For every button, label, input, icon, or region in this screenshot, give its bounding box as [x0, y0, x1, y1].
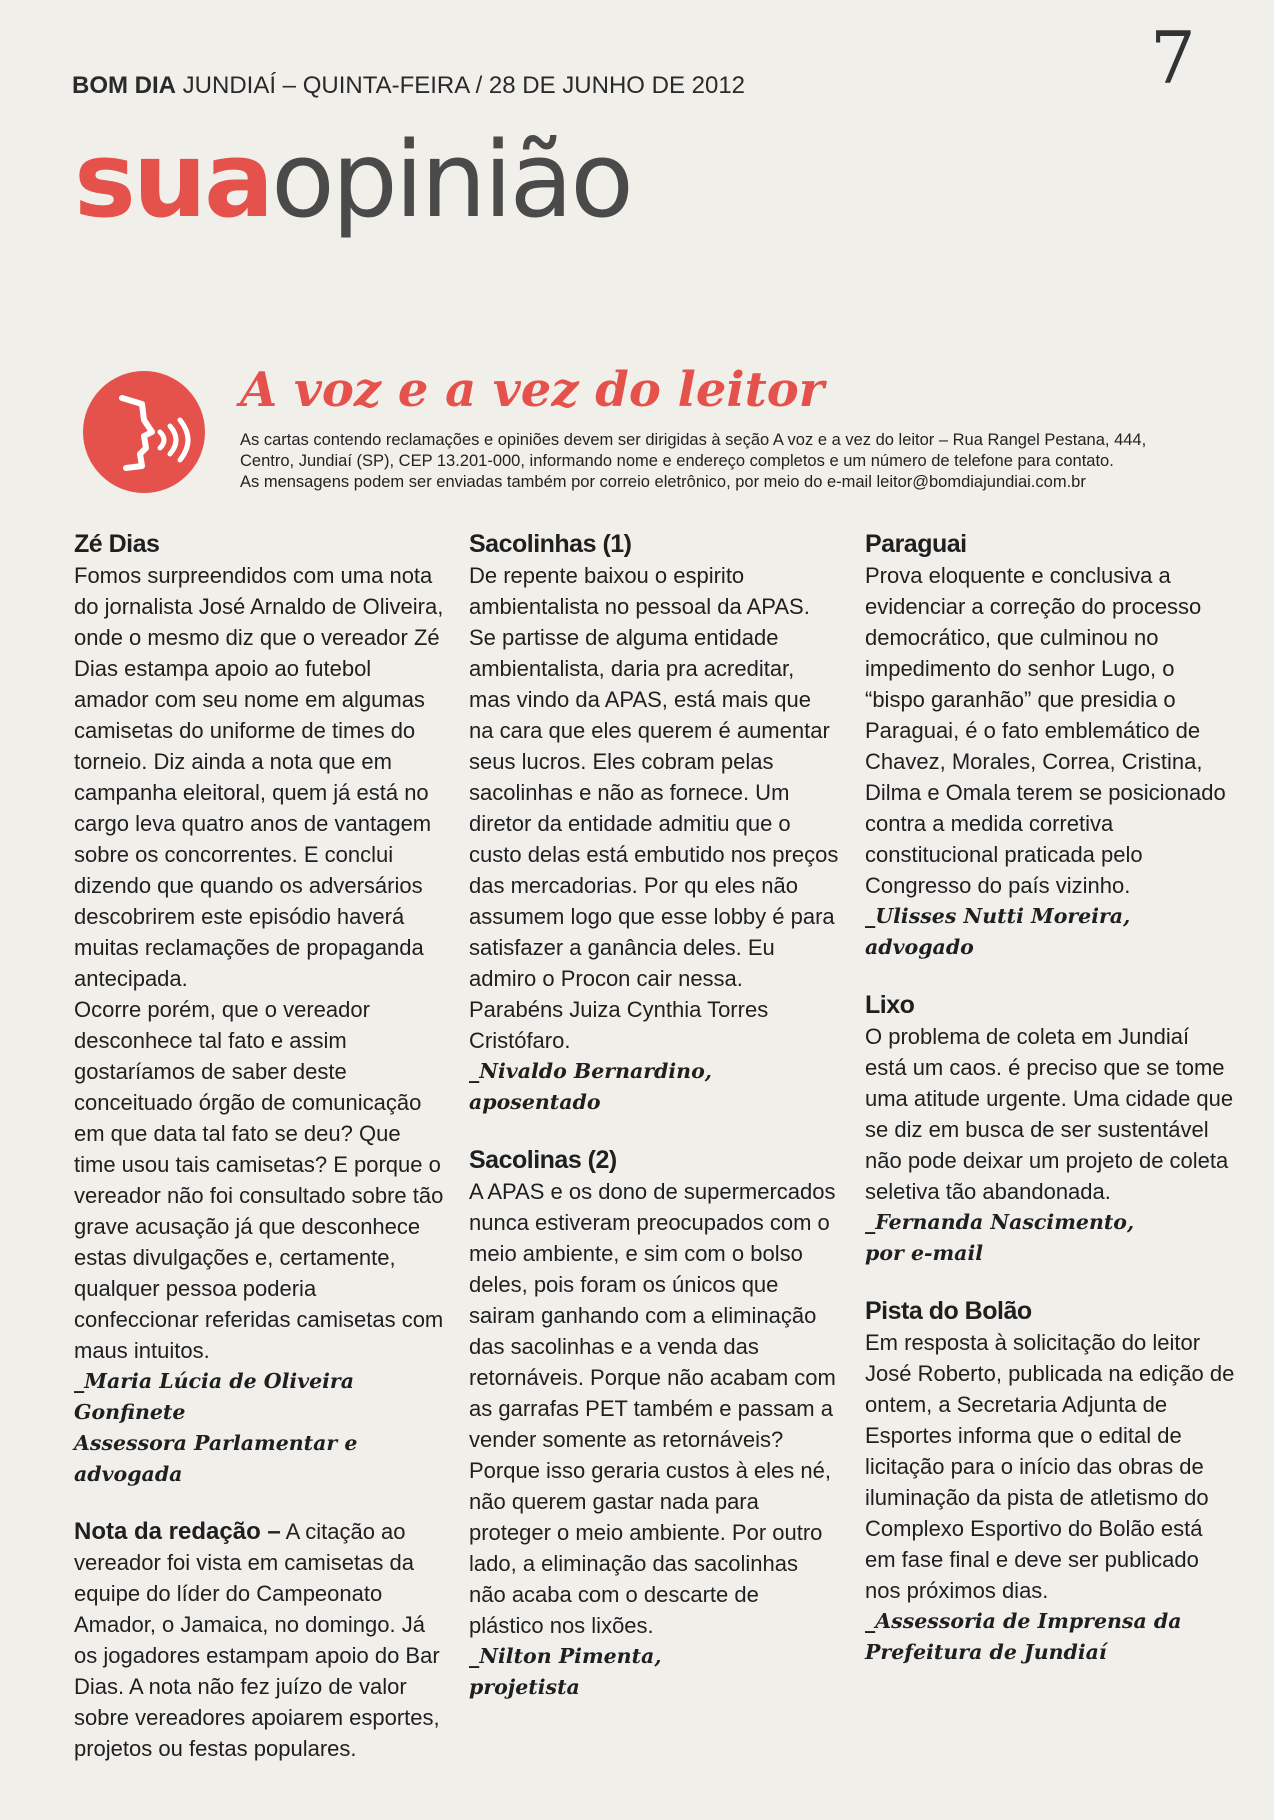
spacer	[469, 1118, 839, 1144]
masthead-date: JUNDIAÍ – QUINTA-FEIRA / 28 DE JUNHO DE 2012	[176, 72, 746, 99]
voice-info-line: Centro, Jundiaí (SP), CEP 13.201-000, informando nome e endereço completos e um número de telefone para contato.	[240, 452, 1114, 470]
voice-info-line: As cartas contendo reclamações e opiniões devem ser dirigidas à seção A voz e a vez do leitor – Rua Rangel Pestana, 444,	[240, 431, 1147, 449]
letter-body: Ocorre porém, que o vereador desconhece tal fato e assim gostaríamos de saber deste conceituado órgão de comunicação em que data tal fato se deu? Que time usou tais camisetas? E porque o vereador não foi consultado sobre tão grave acusação já que desconhece estas divulgações e, certamente, qualquer pessoa poderia confeccionar referidas camisetas com maus intuitos.	[74, 997, 444, 1363]
letter-heading-lixo: Lixo	[865, 991, 915, 1019]
letter-body: O problema de coleta em Jundiaí está um caos. é preciso que se tome uma atitude urgente. Uma cidade que se diz em busca de ser sustentável não pode deixar um projeto de coleta seletiva tão abandonada.	[865, 1024, 1234, 1204]
voice-info	[240, 430, 1200, 493]
letter-heading-sacolinas-2: Sacolinas (2)	[469, 1146, 617, 1174]
section-title-sua: sua	[74, 119, 272, 241]
section-title	[74, 119, 631, 241]
voice-section-title: A voz e a vez do leitor	[240, 362, 825, 418]
editor-note-label: Nota da redação –	[74, 1518, 281, 1545]
letter-signature-role: Prefeitura de Jundiaí	[865, 1640, 1107, 1664]
spacer	[865, 1269, 1235, 1295]
letter-body: A APAS e os dono de supermercados nunca estiveram preocupados com o meio ambiente, e sim com o bolso deles, pois foram os únicos que sairam ganhando com a eliminação das sacolinhas e a venda das retornáveis. Porque não acabam com as garrafas PET também e passam a vender somente as retornáveis? Porque isso geraria custos à eles né, não querem gastar nada para proteger o meio ambiente. Por outro lado, a eliminação das sacolinhas não acaba com o descarte de plástico nos lixões.	[469, 1179, 836, 1638]
editor-note	[74, 1516, 444, 1764]
letter-body: Em resposta à solicitação do leitor José Roberto, publicada na edição de ontem, a Secretaria Adjunta de Esportes informa que o edital de licitação para o início das obras de iluminação da pista de atletismo do Complexo Esportivo do Bolão está em fase final e deve ser publicado nos próximos dias.	[865, 1330, 1235, 1603]
column-3	[865, 528, 1235, 1668]
masthead	[72, 72, 745, 100]
editor-note-text: A citação ao vereador foi vista em camisetas da equipe do líder do Campeonato Amador, o Jamaica, no domingo. Já os jogadores estampam apoio do Bar Dias. A nota não fez juízo de valor sobre vereadores apoiarem esportes, projetos ou festas populares.	[74, 1519, 440, 1761]
speaking-voice-icon	[82, 370, 206, 494]
letter-heading-ze-dias: Zé Dias	[74, 530, 160, 558]
letter-heading-paraguai: Paraguai	[865, 530, 967, 558]
column-2	[469, 528, 839, 1703]
letter-signature-role: por e-mail	[865, 1241, 984, 1265]
letter-heading-sacolinhas-1: Sacolinhas (1)	[469, 530, 632, 558]
column-1	[74, 528, 444, 1764]
section-title-opiniao: opinião	[271, 119, 631, 241]
letter-signature-role: advogado	[865, 935, 974, 959]
letter-body: Prova eloquente e conclusiva a evidenciar a correção do processo democrático, que culminou no impedimento do senhor Lugo, o “bispo garanhão” que presidia o Paraguai, é o fato emblemático de Chavez, Morales, Correa, Cristina, Dilma e Omala terem se posicionado contra a medida corretiva constitucional praticada pelo Congresso do país vizinho.	[865, 563, 1226, 898]
letter-signature: _Fernanda Nascimento,	[865, 1210, 1135, 1234]
letter-signature-role: projetista	[469, 1675, 580, 1699]
letter-signature: _Nivaldo Bernardino, aposentado	[469, 1059, 712, 1114]
letter-heading-pista-do-bolao: Pista do Bolão	[865, 1297, 1032, 1325]
letter-signature: _Assessoria de Imprensa da	[865, 1609, 1182, 1633]
handwritten-page-number: 7	[1150, 16, 1196, 100]
spacer	[74, 1490, 444, 1516]
letter-signature: _Maria Lúcia de Oliveira Gonfinete	[74, 1369, 355, 1424]
letter-signature: _Nilton Pimenta,	[469, 1644, 662, 1668]
letter-signature: _Ulisses Nutti Moreira,	[865, 904, 1131, 928]
letter-body: De repente baixou o espirito ambientalista no pessoal da APAS. Se partisse de alguma entidade ambientalista, daria pra acreditar, mas vindo da APAS, está mais que na cara que eles querem é aumentar seus lucros. Eles cobram pelas sacolinhas e não as fornece. Um diretor da entidade admitiu que o custo delas está embutido nos preços das mercadorias. Por qu eles não assumem logo que esse lobby é para satisfazer a ganância deles. Eu admiro o Procon cair nessa. Parabéns Juiza Cynthia Torres Cristófaro.	[469, 563, 839, 1053]
masthead-brand: BOM DIA	[72, 72, 176, 99]
voice-info-line: As mensagens podem ser enviadas também por correio eletrônico, por meio do e-mail leitor@bomdiajundiai.com.br	[240, 473, 1086, 491]
letter-body: Fomos surpreendidos com uma nota do jornalista José Arnaldo de Oliveira, onde o mesmo diz que o vereador Zé Dias estampa apoio ao futebol amador com seu nome em algumas camisetas do uniforme de times do torneio. Diz ainda a nota que em campanha eleitoral, quem já está no cargo leva quatro anos de vantagem sobre os concorrentes. E conclui dizendo que quando os adversários descobrirem este episódio haverá muitas reclamações de propaganda antecipada.	[74, 563, 444, 991]
spacer	[865, 963, 1235, 989]
letter-signature-role: Assessora Parlamentar e advogada	[74, 1431, 358, 1486]
